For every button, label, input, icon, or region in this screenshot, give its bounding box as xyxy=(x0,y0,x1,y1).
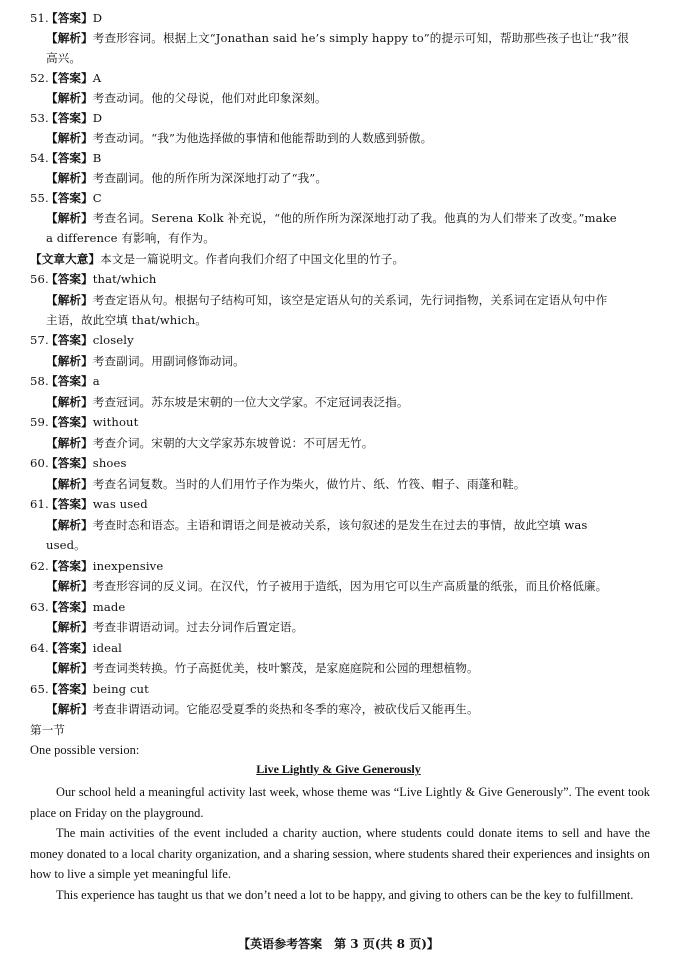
essay-paragraph: The main activities of the event included a charity auction, where students could donate items to sell and have the money donated to a local charity organization, and a sharing session, where students shared their experiences and insights on how to live a simple yet meaningful life. xyxy=(30,826,650,881)
answer-value: D xyxy=(92,11,103,25)
explanation-tag: 【解析】 xyxy=(46,31,93,45)
essay-paragraph: Our school held a meaningful activity last week, whose theme was “Live Lightly & Give Generously”. The event took place on Friday on the playground. xyxy=(30,785,650,820)
essay-body xyxy=(30,782,650,905)
answer-key-page: 51. 【答案】D 【解析】考查形容词。根据上文“Jonathan said he’s simply happy to”的提示可知，帮助那些孩子也让“我”很 高兴。 52. 【答案】A 【解析】考查动词。他的父母说，他们对此印象深刻。 53. 【答案】D 【解析】考查动词。“我”为他选择做的事情和他能帮助到的人数感到骄傲。 54. 【答案】B 【解析】考查副词。他的所作所为深深地打动了“我”。 55. 【答案】C 【解析】考查名词。Serena Kolk 补充说，“他的所作所为深深地打动了我。他真的为人们带来了改变。”make a difference 有影响，有作为。 【文章大意】本文是一篇说明文。作者向我们介绍了中国文化里的竹子。 56. 【答案】that/which 【解析】考查定语从句。根据句子结构可知，该空是定语从句的关系词，先行词指物，关系词在定语从句中作 主语，故此空填 that/which。 57. 【答案】closely 【解析】考查副词。用副词修饰动词。 58. 【答案】a 【解析】考查冠词。苏东坡是宋朝的一位大文学家。不定冠词表泛指。 59. 【答案】without 【解析】考查介词。宋朝的大文学家苏东坡曾说：不可居无竹。 60. 【答案】shoes 【解析】考查名词复数。当时的人们用竹子作为柴火，做竹片、纸、竹筏、帽子、雨蓬和鞋。 61. 【答案】was used 【解析】考查时态和语态。主语和谓语之间是被动关系，该句叙述的是发生在过去的事情，故此空填 was used。 62. 【答案】inexpensive 【解析】考查形容词的反义词。在汉代，竹子被用于造纸，因为用它可以生产高质量的纸张，而且价格低廉。 63. 【答案】made 【解析】考查非谓语动词。过去分词作后置定语。 64. 【答案】ideal 【解析】考查词类转换。竹子高挺优美，枝叶繁茂，是家庭庭院和公园的理想植物。 65. 【答案】being cut 【解析】考查非谓语动词。它能忍受夏季的炎热和冬季的寒冷，被砍伐后又能再生。 第一节 One possible version: Live Lightly & Give Generously Our school held a meaningful activity last week, whose theme was “Live Lightly & Give Generously”. The event took place on Friday on the playground. The main activities of the event included a charity auction, where students could donate items to sell and have the money donated to a local charity organization, and a sharing session, where students shared their experiences and insights on how to live a simple yet meaningful life. This experience has taught us that we don’t need a lot to be happy, and giving to others can be the key to fulfillment. 【英语参考答案 第 3 页(共 8 页)】 xyxy=(0,0,677,963)
essay-title: Live Lightly & Give Generously xyxy=(256,762,421,776)
summary-tag: 【文章大意】 xyxy=(30,252,101,266)
answer-tag: 【答案】 xyxy=(46,11,93,25)
item-number: 51. xyxy=(30,11,49,25)
explanation-text: 考查形容词。根据上文“Jonathan said he’s simply happy to”的提示可知，帮助那些孩子也让“我”很 xyxy=(92,31,629,45)
page-footer: 【英语参考答案 第 3 页(共 8 页)】 xyxy=(238,937,439,951)
summary-text: 本文是一篇说明文。作者向我们介绍了中国文化里的竹子。 xyxy=(100,252,405,266)
essay-paragraph: This experience has taught us that we don’t need a lot to be happy, and giving to others can be the key to fulfillment. xyxy=(56,887,634,902)
